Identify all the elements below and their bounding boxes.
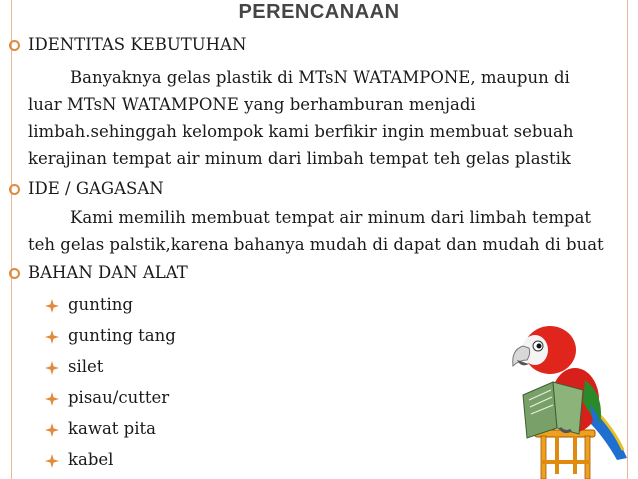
paragraph-line: Banyaknya gelas plastik di MTsN WATAMPONE, maupun di (70, 68, 570, 87)
ring-bullet-icon (9, 268, 20, 279)
diamond-bullet-icon (45, 361, 59, 375)
list-item: kabel (68, 450, 114, 469)
diamond-bullet-icon (45, 454, 59, 468)
paragraph-line: kerajinan tempat air minum dari limbah tempat teh gelas plastik (28, 149, 571, 168)
section-heading-identitas: IDENTITAS KEBUTUHAN (28, 35, 247, 54)
ring-bullet-icon (9, 184, 20, 195)
paragraph-line: luar MTsN WATAMPONE yang berhamburan menjadi (28, 95, 476, 114)
list-item: silet (68, 357, 104, 376)
section-heading-bahan: BAHAN DAN ALAT (28, 263, 188, 282)
diamond-bullet-icon (45, 423, 59, 437)
list-item: kawat pita (68, 419, 156, 438)
list-item: gunting (68, 295, 133, 314)
ring-bullet-icon (9, 40, 20, 51)
list-item: pisau/cutter (68, 388, 170, 407)
diamond-bullet-icon (45, 299, 59, 313)
diamond-bullet-icon (45, 330, 59, 344)
list-item: gunting tang (68, 326, 176, 345)
diamond-bullet-icon (45, 392, 59, 406)
paragraph-line: limbah.sehinggah kelompok kami berfikir ingin membuat sebuah (28, 122, 574, 141)
paragraph-line: teh gelas palstik,karena bahanya mudah di dapat dan mudah di buat (28, 235, 604, 254)
slide-title: PERENCANAAN (238, 1, 400, 23)
parrot-reading-book-illustration (505, 310, 630, 479)
paragraph-line: Kami memilih membuat tempat air minum dari limbah tempat (70, 208, 592, 227)
section-heading-ide: IDE / GAGASAN (28, 179, 164, 198)
